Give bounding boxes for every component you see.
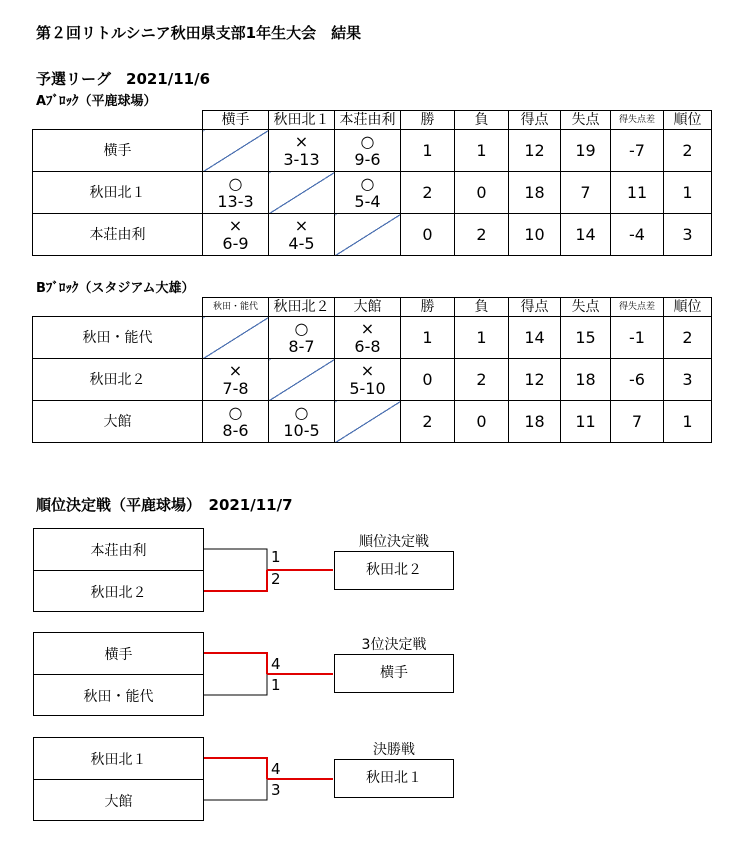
block-a-col-team: 本荘由利 [335,111,401,130]
page-title: 第２回リトルシニア秋田県支部1年生大会 結果 [36,24,362,42]
matchup-box [33,632,204,716]
col-rank: 順位 [664,298,712,317]
table-row: 横手 × 3-13 ○ 9-6 1 1 12 19 -7 2 [33,130,712,172]
game-label: 決勝戦 [373,742,415,758]
matchup-box [33,737,204,821]
col-diff: 得失点差 [611,298,664,317]
score-bottom: 3 [271,781,281,799]
score-bottom: 2 [271,570,281,588]
col-points-against: 失点 [561,111,611,130]
result-cell: ○ 13-3 [203,172,269,214]
result-cell: ○ 10-5 [269,401,335,443]
table-row: 秋田北１ ○ 13-3 ○ 5-4 2 0 18 7 11 1 [33,172,712,214]
table-row: 大館 ○ 8-6 ○ 10-5 2 0 18 11 7 1 [33,401,712,443]
block-b-label: Bﾌﾞﾛｯｸ（スタジアム大雄） [36,281,195,296]
score-top: 4 [271,760,281,778]
score-bottom: 1 [271,676,281,694]
block-a-col-team: 横手 [203,111,269,130]
result-cell: × 3-13 [269,130,335,172]
game-label: 3位決定戦 [361,637,427,653]
winner-box: 横手 [334,654,454,693]
block-b-col-team: 秋田・能代 [203,298,269,317]
winner-box: 秋田北２ [334,551,454,590]
placement-heading: 順位決定戦（平鹿球場） 2021/11/7 [36,496,293,514]
table-row: 秋田・能代 ○ 8-7 × 6-8 1 1 14 15 -1 2 [33,317,712,359]
game-label: 順位決定戦 [359,534,429,550]
result-cell: × 6-9 [203,214,269,256]
block-b-col-team: 秋田北２ [269,298,335,317]
col-losses: 負 [455,111,509,130]
team-top: 横手 [104,647,133,663]
col-wins: 勝 [401,111,455,130]
team-bottom: 秋田北２ [90,585,147,601]
col-points-for: 得点 [509,111,561,130]
score-top: 4 [271,655,281,673]
col-wins: 勝 [401,298,455,317]
col-diff: 得失点差 [611,111,664,130]
block-a-col-team: 秋田北１ [269,111,335,130]
result-cell: × 5-10 [335,359,401,401]
result-cell: × 6-8 [335,317,401,359]
col-points-for: 得点 [509,298,561,317]
table-row: 秋田北２ × 7-8 × 5-10 0 2 12 18 -6 3 [33,359,712,401]
score-top: 1 [271,548,281,566]
col-rank: 順位 [664,111,712,130]
team-top: 秋田北１ [90,752,147,768]
result-cell: ○ 8-6 [203,401,269,443]
team-top: 本荘由利 [90,543,147,559]
col-points-against: 失点 [561,298,611,317]
result-cell: ○ 9-6 [335,130,401,172]
col-losses: 負 [455,298,509,317]
team-bottom: 大館 [104,794,133,810]
winner-box: 秋田北１ [334,759,454,798]
result-cell: × 7-8 [203,359,269,401]
prelim-heading: 予選リーグ 2021/11/6 [36,70,211,88]
table-row: 本荘由利 × 6-9 × 4-5 0 2 10 14 -4 3 [33,214,712,256]
block-a-label: Aﾌﾞﾛｯｸ（平鹿球場） [36,94,157,109]
block-b-col-team: 大館 [335,298,401,317]
team-bottom: 秋田・能代 [83,689,154,705]
result-cell: ○ 5-4 [335,172,401,214]
result-cell: ○ 8-7 [269,317,335,359]
result-cell: × 4-5 [269,214,335,256]
